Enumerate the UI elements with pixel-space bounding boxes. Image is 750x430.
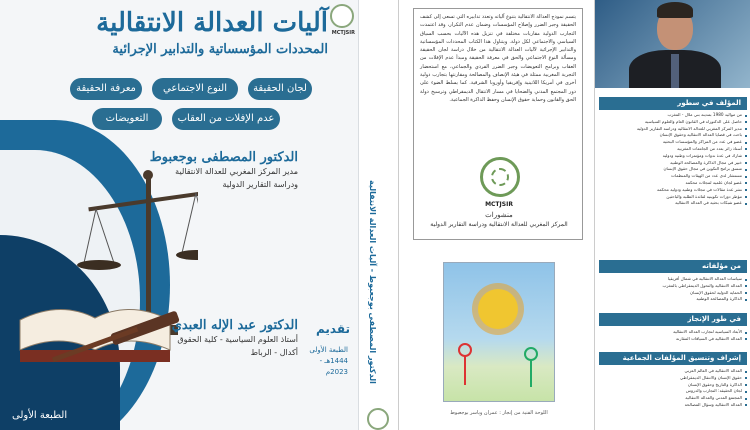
list-item: من مواليد 1980 بمدينة بني ملال - المغرب [601, 112, 747, 119]
list-item: المجتمع المدني والعدالة الانتقالية [601, 395, 747, 402]
book-spine [358, 0, 398, 430]
publisher-name: المركز المغربي للعدالة الانتقالية ودراسة التقارير الدولية [430, 221, 568, 228]
list-item: الذاكرة والمصالحة الوطنية [601, 296, 747, 303]
list-item: خبير في مجال الذاكرة والمصالحة الوطنية [601, 160, 747, 167]
list-item: شارك في عدة ندوات ومؤتمرات وطنية ودولية [601, 153, 747, 160]
section-heading-works: من مؤلفاته [599, 260, 747, 273]
list-item: مدير المركز المغربي للعدالة الانتقالية ودراسة التقارير الدولية [601, 126, 747, 133]
list-item: أستاذ زائر بعدد من الجامعات المغربية [601, 146, 747, 153]
collective-list [601, 368, 747, 409]
author-title-line: مدير المركز المغربي للعدالة الانتقالية [175, 167, 298, 176]
spine-title: الدكتور المصطفى بوجعبوط - آليات العدالة الانتقالية [368, 180, 377, 384]
inner-page [398, 0, 594, 430]
back-cover-text: يتسم نموذج العدالة الانتقالية بتنوع آلياته وتعدد تدابيره التي تسعى إلى كشف الحقيقة وجبر الضرر وإصلاح المؤسسات وضمان عدم التكرار، وقد اعتمدت التجارب الدولية مقاربات مختلفة في تنزيل هذه الآليات بحسب السياق السياسي والاجتماعي لكل دولة. ويتناول هذا الكتاب المحددات المؤسساتية والتدابير الإجرائية لآليات العدالة الانتقالية من خلال دراسة لجان الحقيقة ومسألة النوع الاجتماعي والحق في معرفة الحقيقة ومبدأ عدم الإفلات من العقاب وبرامج التعويضات وجبر الضرر الفردي والجماعي، مع استحضار التجربة المغربية ممثلة في هيئة الإنصاف والمصالحة ومقارنتها بتجارب دولية أخرى في أمريكا اللاتينية وإفريقيا وأوروبا الشرقية. كما يسلط الضوء على دور المجتمع المدني والضحايا في مسار الانتقال الديمقراطي وترسيخ دولة الحق والقانون وحماية حقوق الإنسان وحفظ الذاكرة الجماعية. [420, 14, 576, 103]
works-list [601, 276, 747, 303]
spine-logo-icon [367, 408, 389, 430]
section-heading-collective: إشراف وتنسيق المؤلفات الجماعية [599, 352, 747, 365]
child-figure-icon [458, 343, 472, 357]
publisher-page-frame [413, 8, 583, 240]
section-heading-forthcoming: في طور الإنجاز [599, 313, 747, 326]
topic-pill: النوع الاجتماعي [152, 78, 238, 100]
publisher-label: منشورات [485, 211, 513, 219]
back-panel [594, 0, 750, 430]
foreword-author-name: الدكتور عبد الإله العبدي [171, 318, 298, 333]
foreword-author-title: أكدال - الرباط [250, 348, 298, 357]
list-item: حاصل على الدكتوراه في القانون العام والعلوم السياسية [601, 119, 747, 126]
child-figure-icon [524, 347, 538, 361]
center-logo-icon [480, 157, 520, 197]
sun-icon [478, 289, 518, 329]
list-item: الأبعاد السياسية لتجارب العدالة الانتقالية [601, 329, 747, 336]
children-painting-image [443, 262, 555, 402]
painting-caption: اللوحة الفنية من إنجاز : عمران وياسر بوجعبوط [450, 410, 548, 416]
author-name: الدكتور المصطفى بوجعبوط [149, 150, 298, 165]
foreword-author-title: أستاذ العلوم السياسية - كلية الحقوق [177, 335, 298, 344]
foreword-label: تقديم [316, 322, 350, 336]
topic-pill: التعويضات [92, 108, 162, 130]
front-cover [0, 0, 358, 430]
edition-label: الطبعة الأولى [12, 410, 68, 421]
list-item: عضو في عدد من المراكز والمؤسسات البحثية [601, 139, 747, 146]
list-item: مؤطر دورات تكوينية لفائدة الطلبة والباحثين [601, 194, 747, 201]
list-item: باحث في قضايا العدالة الانتقالية وحقوق الإنسان [601, 132, 747, 139]
forthcoming-list [601, 329, 747, 343]
list-item: عضو شبكات بحثية في العدالة الانتقالية [601, 200, 747, 207]
list-item: نشر عدة مقالات في مجلات وطنية ودولية محكمة [601, 187, 747, 194]
list-item: مستشار لدى عدد من الهيئات والمنظمات [601, 173, 747, 180]
center-logo-icon [330, 4, 354, 28]
edition-year: الطبعة الأولى 1444هـ - 2023م [309, 346, 348, 376]
list-item: العدالة الانتقالية في السياقات المقارنة [601, 336, 747, 343]
list-item: الحماية الدولية لحقوق الإنسان [601, 290, 747, 297]
topic-pill: عدم الإفلات من العقاب [172, 108, 280, 130]
author-photo [595, 0, 750, 88]
list-item: منسق برامج التكوين في مجال حقوق الإنسان [601, 166, 747, 173]
book-subtitle: المحددات المؤسساتية والتدابير الإجرائية [112, 42, 328, 57]
list-item: عضو لجان علمية لمجلات محكمة [601, 180, 747, 187]
logo-acronym: MCTJSIR [485, 201, 513, 208]
book-title: آليات العدالة الانتقالية [96, 8, 328, 38]
foreword-author-block [108, 318, 298, 359]
list-item: سياسات العدالة الانتقالية في شمال أفريقيا [601, 276, 747, 283]
topic-pill: لجان الحقيقة [248, 78, 312, 100]
topic-pill: معرفة الحقيقة [70, 78, 142, 100]
list-item: العدالة الانتقالية في العالم العربي [601, 368, 747, 375]
list-item: الذاكرة والتاريخ وحقوق الإنسان [601, 382, 747, 389]
list-item: العدالة الانتقالية والتحول الديمقراطي بالمغرب [601, 283, 747, 290]
about-list [601, 112, 747, 207]
author-block [108, 150, 298, 191]
list-item: العدالة الانتقالية وسؤال المصالحة [601, 402, 747, 409]
section-heading-about: المؤلف في سطور [599, 97, 747, 110]
center-logo-text: MCTJSIR [331, 30, 355, 36]
author-title-line: ودراسة التقارير الدولية [222, 180, 298, 189]
list-item: حقوق الإنسان والانتقال الديمقراطي [601, 375, 747, 382]
list-item: لجان الحقيقة: التجارب والدروس [601, 388, 747, 395]
